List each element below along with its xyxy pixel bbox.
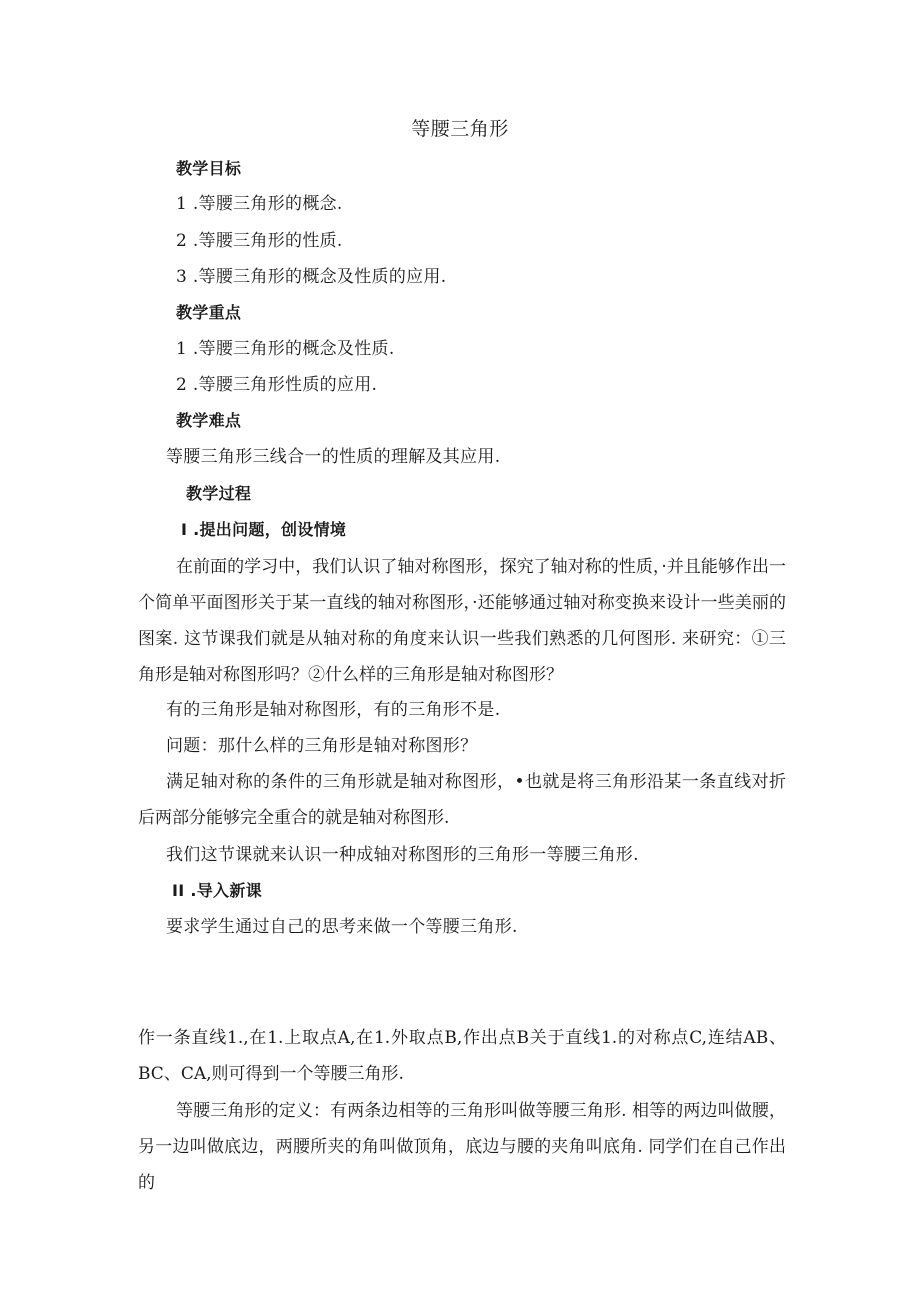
objectives-heading: 教学目标 [176,159,242,178]
objective-item: 3 .等腰三角形的概念及性质的应用. [176,267,447,287]
objective-item: 1 .等腰三角形的概念. [176,194,343,214]
process-heading: 教学过程 [186,484,252,503]
paragraph-line: 我们这节课就来认识一种成轴对称图形的三角形一等腰三角形. [166,845,639,865]
difficulty-heading: 教学难点 [176,411,242,430]
keypoint-item: 1 .等腰三角形的概念及性质. [176,339,395,359]
document-title: 等腰三角形 [411,118,509,140]
paragraph-line: 有的三角形是轴对称图形，有的三角形不是. [166,700,501,720]
objective-item: 2 .等腰三角形的性质. [176,231,343,251]
paragraph-line: 问题：那什么样的三角形是轴对称图形？ [166,736,478,756]
keypoint-item: 2 .等腰三角形性质的应用. [176,375,378,395]
difficulty-text: 等腰三角形三线合一的性质的理解及其应用. [166,447,501,467]
section2-heading: II .导入新课 [172,881,262,900]
section1-paragraph: 在前面的学习中，我们认识了轴对称图形，探究了轴对称的性质，·并且能够作出一个简单平面图形关于某一直线的轴对称图形，·还能够通过轴对称变换来设计一些美丽的图案. 这节课我们就是从轴对称的角度来认识一些我们熟悉的几何图形. 来研究：①三角形是轴对称图形吗？②什么样的三角形是轴对称图形？ [138,557,786,685]
section1-heading: I .提出问题，创设情境 [181,520,347,539]
paragraph-line: 要求学生通过自己的思考来做一个等腰三角形. [166,917,518,937]
definition-paragraph: 等腰三角形的定义：有两条边相等的三角形叫做等腰三角形. 相等的两边叫做腰，另一边叫做底边，两腰所夹的角叫做顶角，底边与腰的夹角叫底角. 同学们在自己作出的 [138,1101,786,1193]
condition-paragraph: 满足轴对称的条件的三角形就是轴对称图形，•也就是将三角形沿某一条直线对折后两部分能够完全重合的就是轴对称图形. [138,772,786,828]
construction-paragraph: 作一条直线1.,在1.上取点A,在1.外取点B,作出点B关于直线1.的对称点C,连结AB、BC、CA,则可得到一个等腰三角形. [138,1028,786,1084]
keypoints-heading: 教学重点 [176,303,242,322]
